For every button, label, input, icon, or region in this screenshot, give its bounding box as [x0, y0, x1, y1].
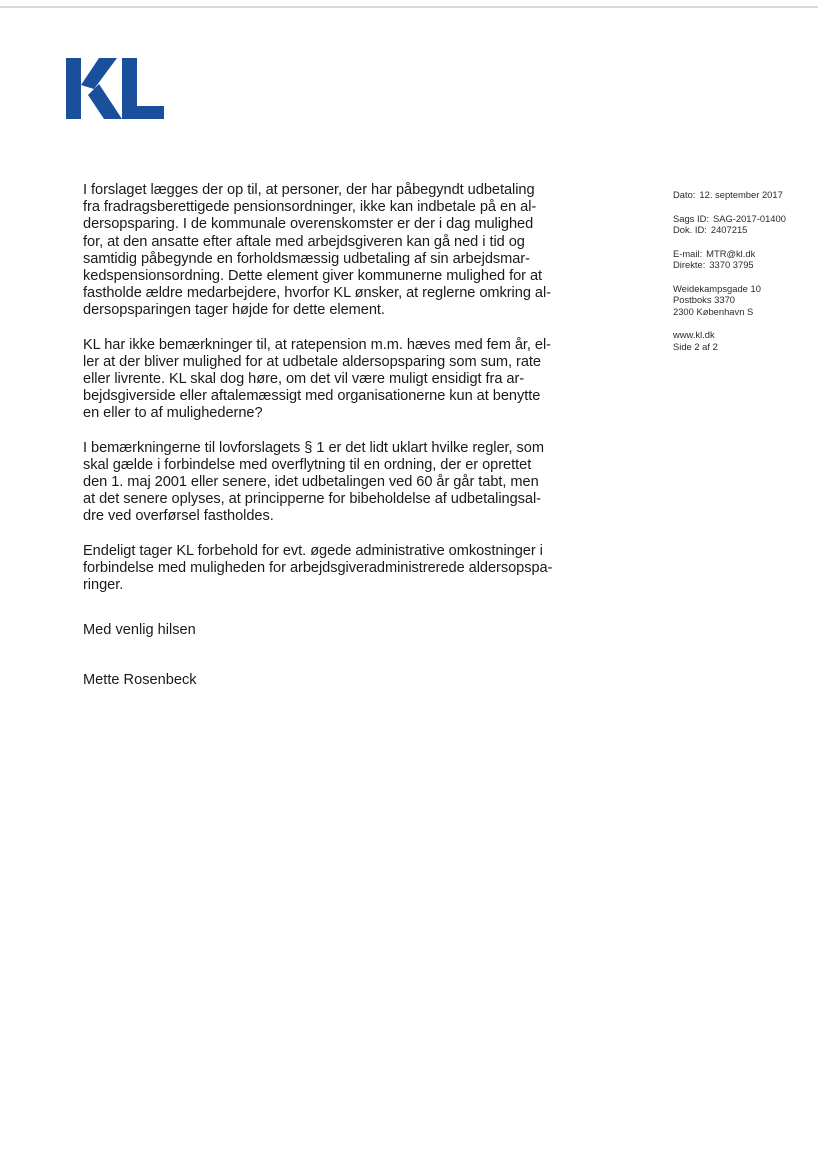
paragraph-line: ler at der bliver mulighed for at udbetale aldersopsparing som sum, rate — [83, 353, 541, 370]
paragraph-line: Endeligt tager KL forbehold for evt. øgede administrative omkostninger i — [83, 542, 543, 559]
body-paragraph — [83, 337, 563, 423]
paragraph-line: dre ved overførsel fastholdes. — [83, 508, 274, 525]
paragraph-line: dersopsparingen tager højde for dette element. — [83, 302, 385, 319]
paragraph-line: bejdsgiverside eller aftalemæssigt med organisationerne kun at benytte — [83, 388, 541, 405]
dok-id-row — [673, 224, 818, 235]
paragraph-line: skal gælde i forbindelse med overflytning til en ordning, der er oprettet — [83, 456, 532, 473]
paragraph-line: fra fradragsberettigede pensionsordninger, ikke kan indbetale på en al- — [83, 199, 537, 216]
direct-phone-row — [673, 259, 818, 270]
sags-id-value: SAG-2017-01400 — [712, 212, 786, 224]
logo-l-foot — [122, 106, 164, 119]
paragraph-line: fastholde ældre medarbejdere, hvorfor KL ønsker, at reglerne omkring al- — [83, 285, 551, 302]
paragraph-line: I bemærkningerne til lovforslagets § 1 er det lidt uklart hvilke regler, som — [83, 439, 544, 456]
paragraph-line: at det senere oplyses, at principperne for bibeholdelse af udbetalingsal- — [83, 491, 541, 508]
sender-info-sidebar — [673, 189, 818, 364]
sags-id-row — [673, 213, 818, 224]
direct-phone-label: Direkte: — [673, 259, 706, 271]
email-value[interactable]: MTR@kl.dk — [706, 247, 756, 259]
kl-logo — [66, 58, 166, 120]
ids-group — [673, 213, 818, 236]
closing-greeting: Med venlig hilsen — [83, 622, 196, 638]
date-label: Dato: — [673, 189, 696, 200]
body-paragraph — [83, 182, 563, 320]
paragraph-line: kedspensionsordning. Dette element giver kommunerne mulighed for at — [83, 268, 543, 285]
email-label: E-mail: — [673, 247, 703, 259]
logo-k-stem — [66, 58, 81, 119]
contact-group — [673, 248, 818, 271]
paragraph-line: dersopsparing. I de kommunale overenskomster er der i dag mulighed — [83, 216, 534, 233]
address-pobox: Postboks 3370 — [673, 294, 736, 306]
body-paragraph — [83, 440, 563, 526]
direct-phone-value: 3370 3795 — [709, 259, 754, 271]
signature-name: Mette Rosenbeck — [83, 672, 197, 688]
address-street: Weidekampsgade 10 — [673, 282, 761, 294]
address-group — [673, 283, 818, 317]
page-top-edge — [0, 6, 818, 8]
paragraph-line: eller livrente. KL skal dog høre, om det vil være muligt ensidigt fra ar- — [83, 371, 525, 388]
logo-k-lower-leg — [88, 84, 122, 119]
paragraph-line: samtidig påbegynde en forholdsmæssig udbetaling af sin arbejdsmar- — [83, 250, 530, 267]
dok-id-label: Dok. ID: — [673, 224, 707, 236]
date-value: 12. september 2017 — [699, 189, 783, 200]
paragraph-line: for, at den ansatte efter aftale med arbejdsgiveren kan gå ned i tid og — [83, 233, 525, 250]
date-row — [673, 189, 818, 200]
paragraph-line: en eller to af mulighederne? — [83, 405, 263, 422]
paragraph-line: KL har ikke bemærkninger til, at ratepension m.m. hæves med fem år, el- — [83, 336, 551, 353]
paragraph-line: den 1. maj 2001 eller senere, idet udbetalingen ved 60 år går tabt, men — [83, 474, 539, 491]
address-city: 2300 København S — [673, 305, 754, 317]
paragraph-line: I forslaget lægges der op til, at personer, der har påbegyndt udbetaling — [83, 182, 535, 198]
web-group — [673, 329, 818, 352]
email-row — [673, 248, 818, 259]
sags-id-label: Sags ID: — [673, 212, 709, 224]
website-link[interactable]: www.kl.dk — [673, 329, 715, 341]
date-group — [673, 189, 818, 200]
body-paragraph — [83, 543, 563, 595]
letter-body — [83, 182, 563, 611]
paragraph-line: ringer. — [83, 577, 124, 594]
dok-id-value: 2407215 — [710, 224, 748, 236]
paragraph-line: forbindelse med muligheden for arbejdsgiveradministrerede aldersopspa- — [83, 559, 553, 576]
page-number: Side 2 af 2 — [673, 340, 718, 352]
